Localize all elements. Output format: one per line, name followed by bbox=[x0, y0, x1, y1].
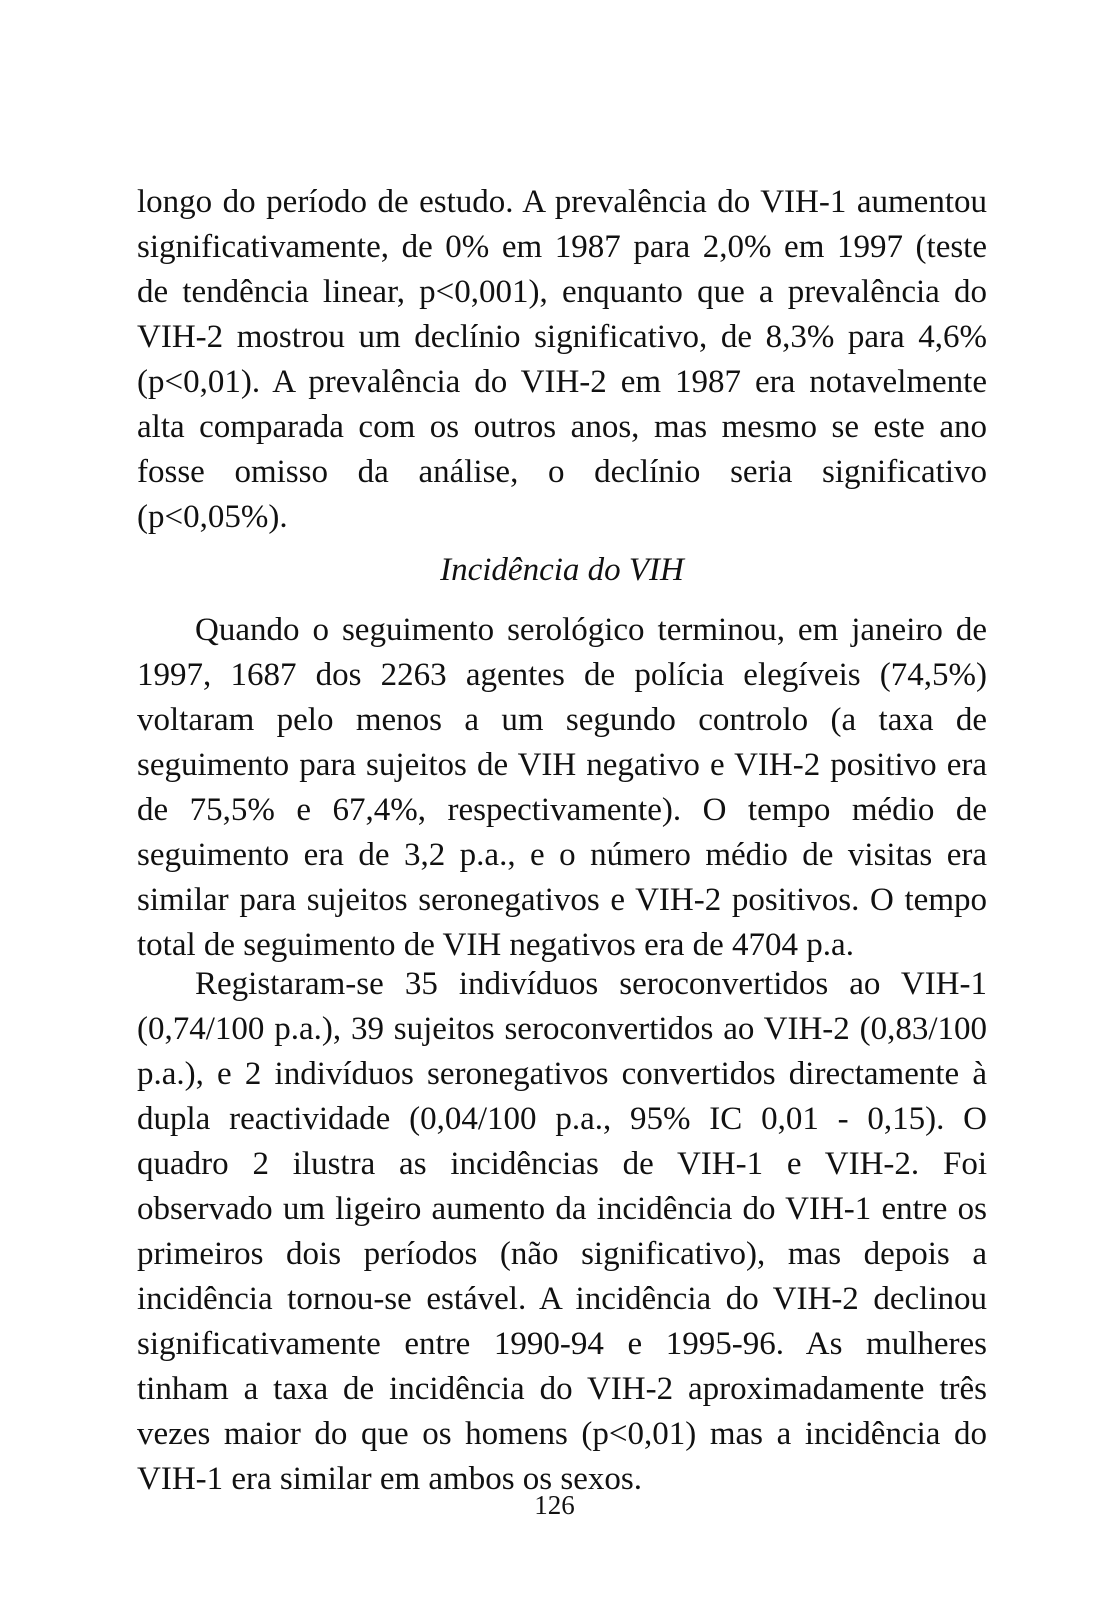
paragraph-seroconversion bbox=[137, 962, 987, 1502]
section-heading: Incidência do VIH bbox=[440, 552, 684, 588]
paragraph-prevalence bbox=[137, 180, 987, 540]
paragraph-text: Registaram-se 35 indivíduos seroconvertidos ao VIH-1 (0,74/100 p.a.), 39 sujeitos seroconvertidos ao VIH-2 (0,83/100 p.a.), e 2 indivíduos seronegativos convertidos directamente à dupla reactividade (0,04/100 p.a., 95% IC 0,01 - 0,15). O quadro 2 ilustra as incidências de VIH-1 e VIH-2. Foi observado um ligeiro aumento da incidência do VIH-1 entre os primeiros dois períodos (não significativo), mas depois a incidência tornou-se estável. A incidência do VIH-2 declinou significativamente entre 1990-94 e 1995-96. As mulheres tinham a taxa de incidência do VIH-2 aproximadamente três vezes maior do que os homens (p<0,01) mas a incidência do VIH-1 era similar em ambos os sexos. bbox=[137, 966, 987, 1497]
page-number: 126 bbox=[534, 1490, 575, 1520]
paragraph-follow-up bbox=[137, 608, 987, 968]
paragraph-text: longo do período de estudo. A prevalência do VIH-1 aumentou significativamente, de 0% em 1987 para 2,0% em 1997 (teste de tendência linear, p<0,001), enquanto que a prevalência do VIH-2 mostrou um declínio significativo, de 8,3% para 4,6% (p<0,01). A prevalência do VIH-2 em 1987 era notavelmente alta comparada com os outros anos, mas mesmo se este ano fosse omisso da análise, o declínio seria significativo (p<0,05%). bbox=[137, 184, 987, 535]
paragraph-text: Quando o seguimento serológico terminou, em janeiro de 1997, 1687 dos 2263 agentes de polícia elegíveis (74,5%) voltaram pelo menos a um segundo controlo (a taxa de seguimento para sujeitos de VIH negativo e VIH-2 positivo era de 75,5% e 67,4%, respectivamente). O tempo médio de seguimento era de 3,2 p.a., e o número médio de visitas era similar para sujeitos seronegativos e VIH-2 positivos. O tempo total de seguimento de VIH negativos era de 4704 p.a. bbox=[137, 612, 987, 963]
